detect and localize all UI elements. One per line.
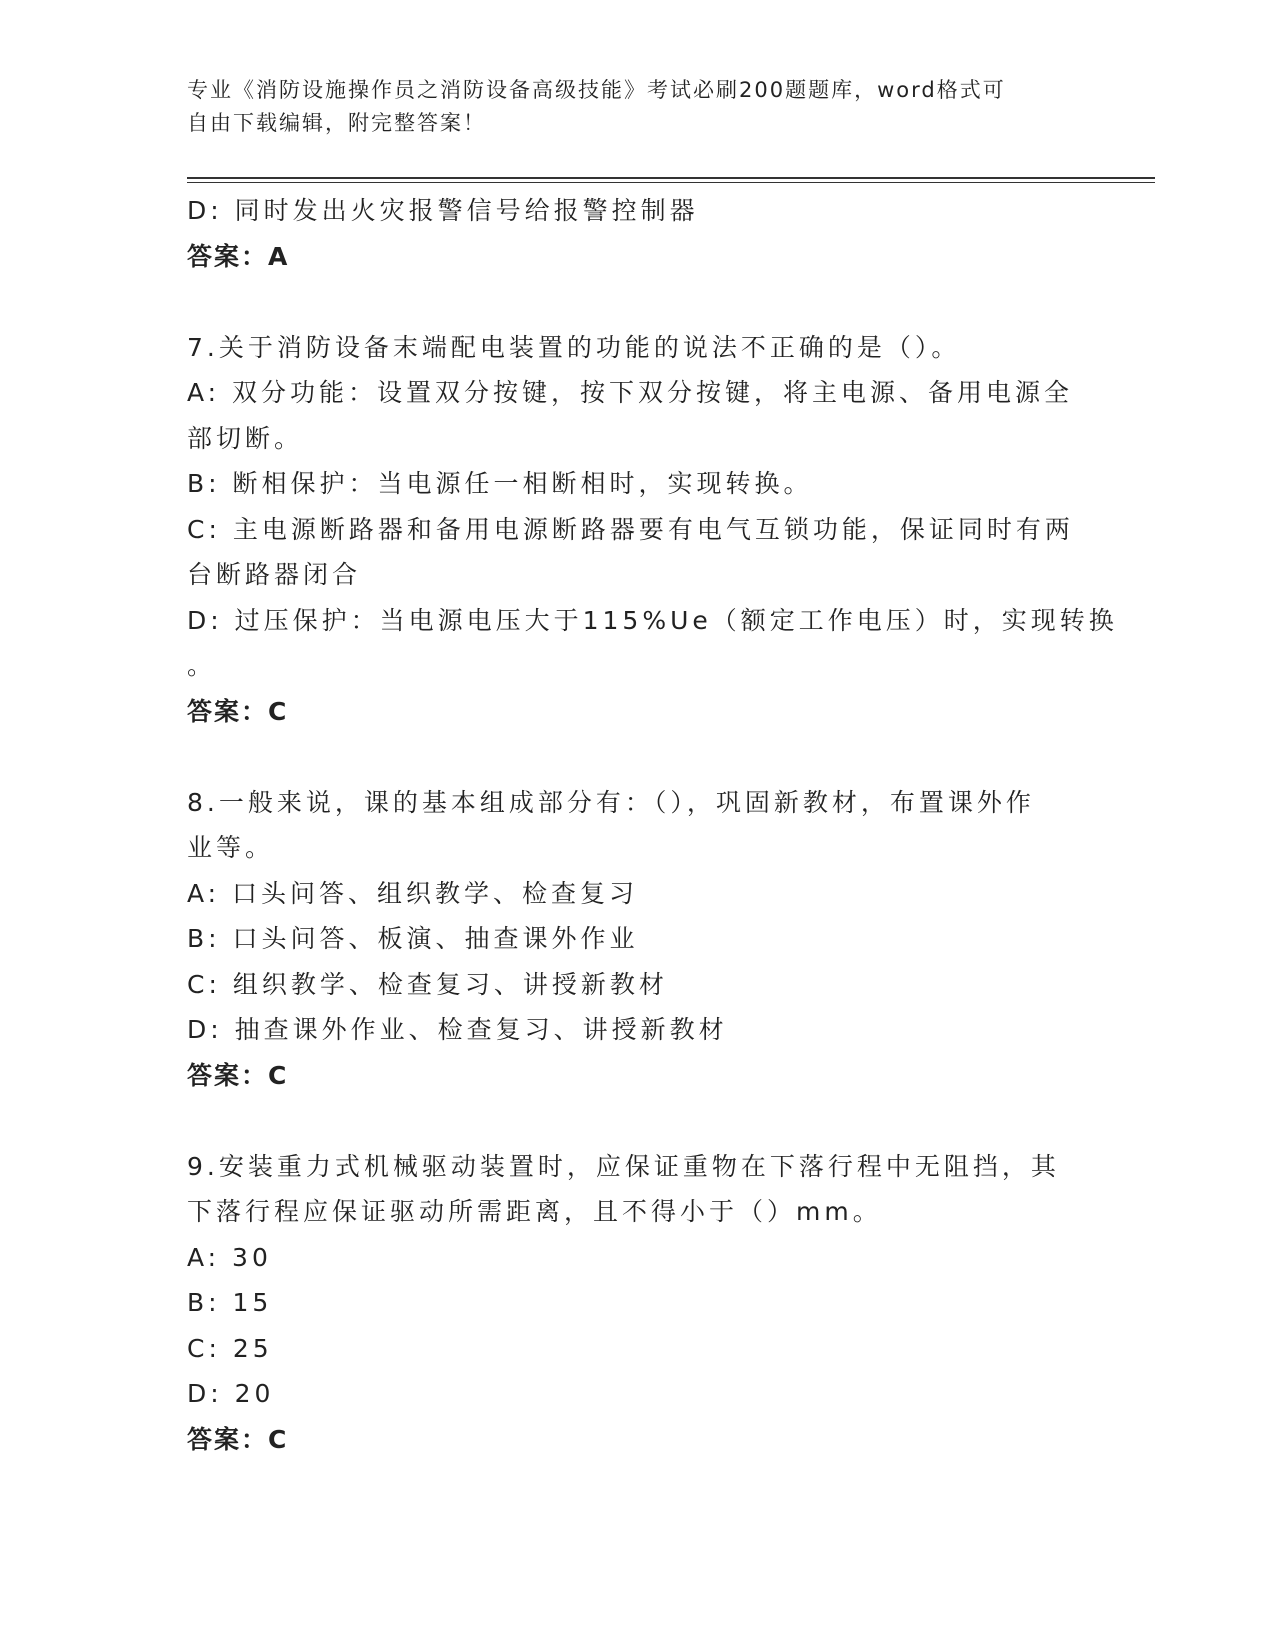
header-rule-thick xyxy=(187,177,1155,179)
spacer xyxy=(187,1098,1087,1144)
header-line-1: 专业《消防设施操作员之消防设备高级技能》考试必刷200题题库，word格式可 xyxy=(187,78,1006,102)
option-c: C: 25 xyxy=(187,1333,273,1363)
header-rule-thin xyxy=(187,182,1155,183)
option-d: D: 抽查课外作业、检查复习、讲授新教材 xyxy=(187,1015,728,1044)
document-header xyxy=(187,74,1067,140)
question-stem-continued: 下落行程应保证驱动所需距离，且不得小于（）mm。 xyxy=(187,1197,882,1226)
option-a: A: 口头问答、组织教学、检查复习 xyxy=(187,878,639,908)
option-b: B: 口头问答、板演、抽查课外作业 xyxy=(187,924,639,953)
question-stem: 7.关于消防设备末端配电装置的功能的说法不正确的是（）。 xyxy=(187,332,961,362)
option-c-continued: 台断路器闭合 xyxy=(187,560,362,589)
spacer xyxy=(187,279,1087,325)
document-body xyxy=(187,188,1118,1462)
answer-line: 答案：C xyxy=(187,696,289,726)
question-9 xyxy=(187,1144,1087,1463)
option-d-continued: 。 xyxy=(187,651,217,680)
option-c: C: 组织教学、检查复习、讲授新教材 xyxy=(187,969,668,999)
spacer xyxy=(187,734,1087,780)
answer-line: 答案：C xyxy=(187,1060,289,1090)
option-a-continued: 部切断。 xyxy=(187,423,304,453)
option-a: A: 30 xyxy=(187,1242,272,1272)
question-stem-continued: 业等。 xyxy=(187,833,275,862)
question-7 xyxy=(187,325,1118,735)
answer-line: 答案：A xyxy=(187,241,290,271)
option-d: D: 同时发出火灾报警信号给报警控制器 xyxy=(187,196,699,225)
header-line-2: 自由下载编辑，附完整答案！ xyxy=(187,111,486,135)
option-a: A: 双分功能：设置双分按键，按下双分按键，将主电源、备用电源全 xyxy=(187,378,1074,407)
option-d: D: 20 xyxy=(187,1379,275,1408)
question-stem: 8.一般来说，课的基本组成部分有：（），巩固新教材，布置课外作 xyxy=(187,787,1035,817)
question-6-tail xyxy=(187,188,1087,279)
question-stem: 9.安装重力式机械驱动装置时，应保证重物在下落行程中无阻挡，其 xyxy=(187,1151,1060,1181)
option-c: C: 主电源断路器和备用电源断路器要有电气互锁功能，保证同时有两 xyxy=(187,514,1074,544)
option-d: D: 过压保护：当电源电压大于115%Ue（额定工作电压）时，实现转换 xyxy=(187,605,1118,635)
question-8 xyxy=(187,780,1087,1099)
option-b: B: 断相保护：当电源任一相断相时，实现转换。 xyxy=(187,469,813,498)
answer-line: 答案：C xyxy=(187,1424,289,1454)
option-b: B: 15 xyxy=(187,1288,273,1317)
